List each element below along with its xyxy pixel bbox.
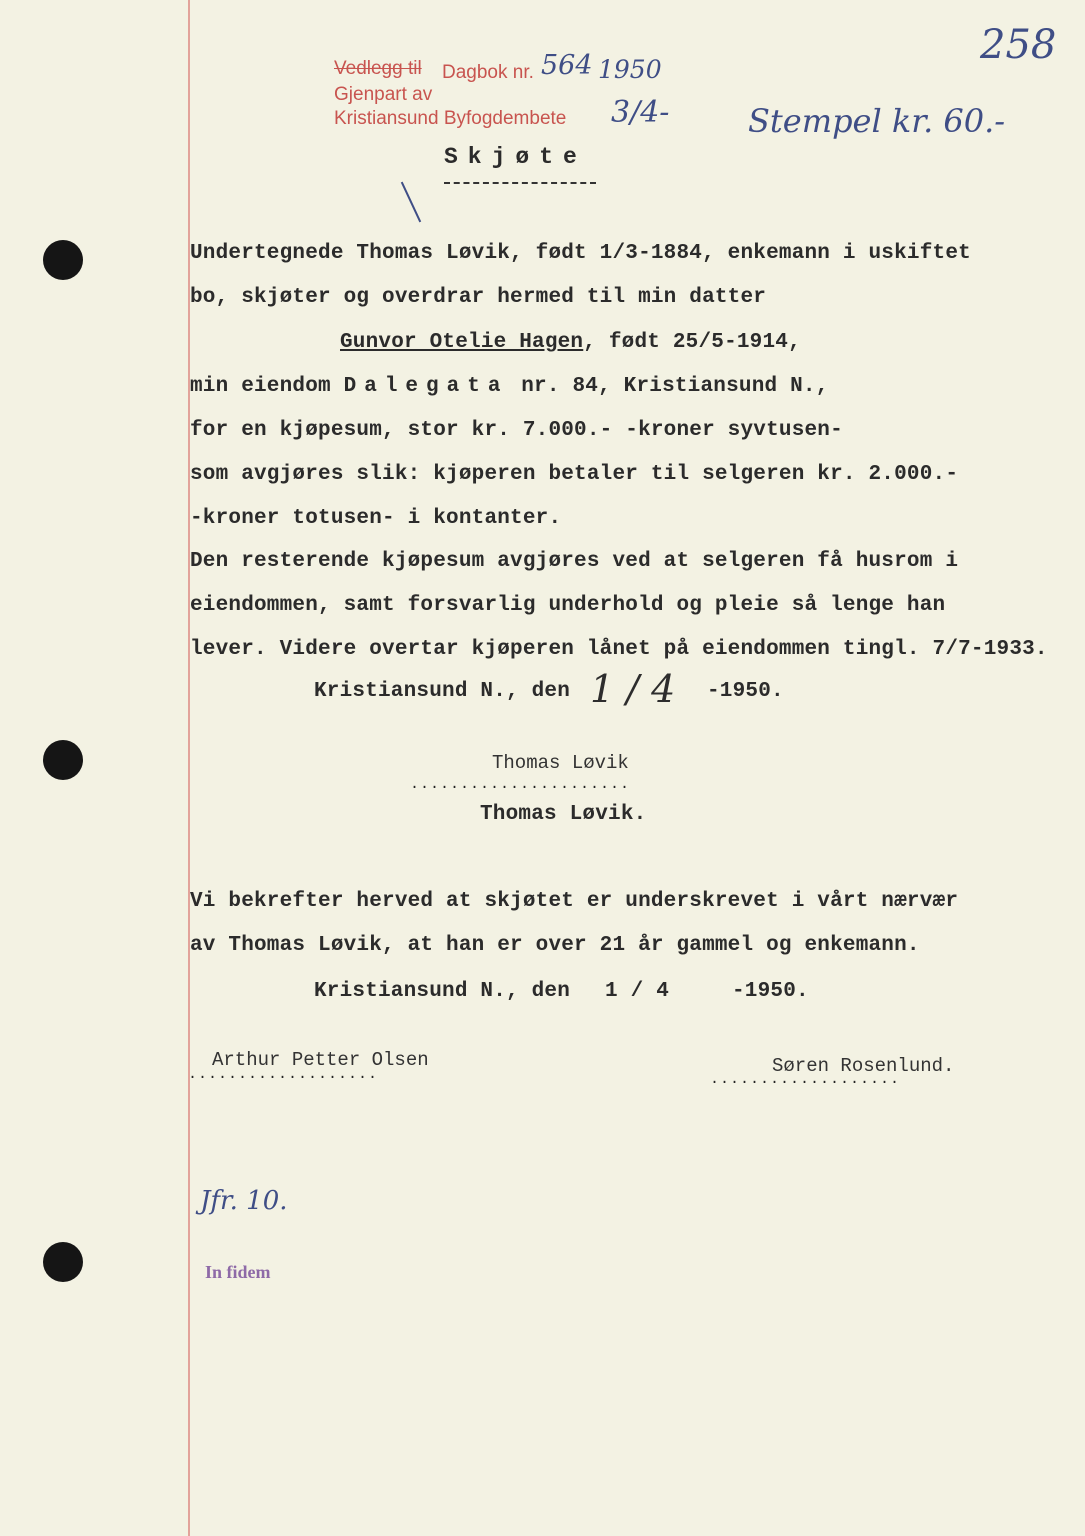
body-line-10: lever. Videre overtar kjøperen lånet på eiendommen tingl. 7/7-1933.	[190, 638, 1048, 661]
witness-left-signature: Arthur Petter Olsen	[212, 1049, 429, 1071]
seller-printed-name: Thomas Løvik.	[480, 803, 647, 826]
body-line-9: eiendommen, samt forsvarlig underhold og pleie så lenge han	[190, 594, 946, 617]
property-intro: min eiendom	[190, 375, 344, 398]
stamp-dagbok-number: 564	[541, 50, 593, 81]
witness-left-line: ...................	[188, 1066, 379, 1083]
seller-signature-line: ......................	[410, 776, 631, 793]
stamp-dagbok-label: Dagbok nr.	[442, 62, 534, 83]
date-line-1-handwritten: 1 / 4	[590, 667, 676, 711]
stamp-line-gjenpart: Gjenpart av	[334, 84, 433, 105]
body-line-5: for en kjøpesum, stor kr. 7.000.- -kroner syvtusen-	[190, 419, 843, 442]
punch-hole-top	[43, 240, 83, 280]
witness-date-year: -1950.	[732, 980, 809, 1003]
body-line-6: som avgjøres slik: kjøperen betaler til selgeren kr. 2.000.-	[190, 463, 959, 486]
body-line-2: bo, skjøter og overdrar hermed til min datter	[190, 286, 767, 309]
page-number: 258	[980, 22, 1057, 68]
in-fidem-stamp: In fidem	[205, 1262, 271, 1282]
witness-date-day: 1 / 4	[605, 980, 670, 1003]
property-street: Dalegata	[343, 375, 509, 398]
body-line-1: Undertegnede Thomas Løvik, født 1/3-1884, enkemann i uskiftet	[190, 242, 971, 265]
punch-hole-middle	[43, 740, 83, 780]
title-underline	[444, 182, 596, 184]
margin-rule	[188, 0, 190, 1536]
buyer-name: Gunvor Otelie Hagen	[340, 331, 584, 354]
witness-date-pre: Kristiansund N., den	[314, 980, 571, 1003]
body-line-4	[190, 375, 829, 398]
pen-stroke	[401, 182, 421, 223]
witness-line-2: av Thomas Løvik, at han er over 21 år gammel og enkemann.	[190, 934, 920, 957]
seller-signature: Thomas Løvik	[492, 752, 629, 774]
document-title: Skjøte	[444, 144, 587, 170]
stamp-line-vedlegg: Vedlegg til	[334, 58, 422, 79]
punch-hole-bottom	[43, 1242, 83, 1282]
witness-right-signature: Søren Rosenlund.	[772, 1055, 955, 1077]
stamp-fee-note: Stempel kr. 60.-	[748, 102, 1006, 140]
stamp-line-office: Kristiansund Byfogdembete	[334, 108, 567, 129]
buyer-birth: , født 25/5-1914,	[583, 331, 801, 354]
date-line-1-year: -1950.	[707, 680, 784, 703]
stamp-dagbok-year: 1950	[598, 55, 662, 84]
body-line-7: -kroner totusen- i kontanter.	[190, 507, 562, 530]
stamp-date-handwritten: 3/4-	[611, 95, 670, 130]
witness-right-line: ...................	[710, 1071, 901, 1088]
body-line-8: Den resterende kjøpesum avgjøres ved at selgeren få husrom i	[190, 550, 959, 573]
reference-note: Jfr. 10.	[200, 1186, 288, 1216]
body-line-3	[340, 331, 801, 354]
date-line-1-pre: Kristiansund N., den	[314, 680, 571, 703]
property-address-rest: nr. 84, Kristiansund N.,	[508, 375, 829, 398]
witness-line-1: Vi bekrefter herved at skjøtet er underskrevet i vårt nærvær	[190, 890, 959, 913]
